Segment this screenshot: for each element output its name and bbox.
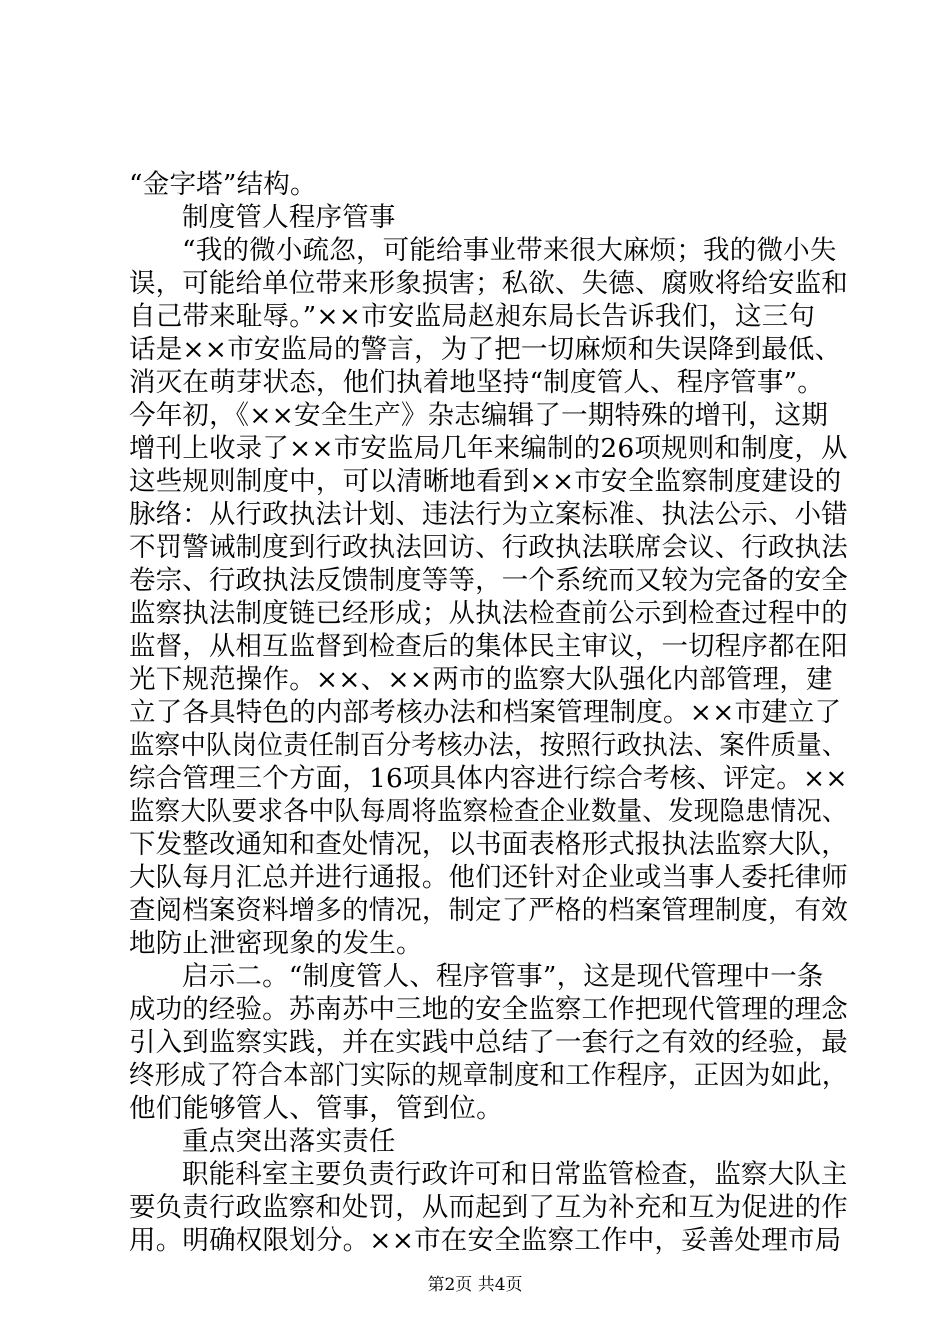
paragraph-line: 终形成了符合本部门实际的规章制度和工作程序，正因为如此， bbox=[129, 1060, 848, 1091]
paragraph-line: 监察中队岗位责任制百分考核办法，按照行政执法、案件质量、 bbox=[129, 730, 848, 761]
paragraph-line: 光下规范操作。××、××两市的监察大队强化内部管理，建 bbox=[129, 664, 833, 695]
paragraph-line: “我的微小疏忽，可能给事业带来很大麻烦；我的微小失 bbox=[182, 235, 837, 266]
paragraph-line: 立了各具特色的内部考核办法和档案管理制度。××市建立了 bbox=[129, 697, 842, 728]
section-heading: 重点突出落实责任 bbox=[182, 1126, 396, 1157]
paragraph-line: 增刊上收录了××市安监局几年来编制的26项规则和制度，从 bbox=[129, 433, 848, 464]
paragraph-line: 他们能够管人、管事，管到位。 bbox=[129, 1093, 503, 1124]
paragraph-line: 大队每月汇总并进行通报。他们还针对企业或当事人委托律师 bbox=[129, 862, 848, 893]
paragraph-line: 监督，从相互监督到检查后的集体民主审议，一切程序都在阳 bbox=[129, 631, 848, 662]
page-number-footer: 第2页 共4页 bbox=[427, 1275, 523, 1295]
paragraph-line: 自己带来耻辱。”××市安监局赵昶东局长告诉我们，这三句 bbox=[129, 301, 816, 332]
paragraph-line: 启示二。“制度管人、程序管事”，这是现代管理中一条 bbox=[182, 961, 824, 992]
paragraph-line: 监察大队要求各中队每周将监察检查企业数量、发现隐患情况、 bbox=[129, 796, 848, 827]
paragraph-line: 消灭在萌芽状态，他们执着地坚持“制度管人、程序管事”。 bbox=[129, 367, 824, 398]
paragraph-line: 下发整改通知和查处情况，以书面表格形式报执法监察大队， bbox=[129, 829, 848, 860]
paragraph-line: 地防止泄密现象的发生。 bbox=[129, 928, 423, 959]
paragraph-line: 监察执法制度链已经形成；从执法检查前公示到检查过程中的 bbox=[129, 598, 848, 629]
text-line: “金字塔”结构。 bbox=[129, 169, 317, 200]
paragraph-line: 成功的经验。苏南苏中三地的安全监察工作把现代管理的理念 bbox=[129, 994, 848, 1025]
paragraph-line: 脉络：从行政执法计划、违法行为立案标准、执法公示、小错 bbox=[129, 499, 848, 530]
paragraph-line: 要负责行政监察和处罚，从而起到了互为补充和互为促进的作 bbox=[129, 1192, 848, 1223]
paragraph-line: 话是××市安监局的警言，为了把一切麻烦和失误降到最低、 bbox=[129, 334, 842, 365]
paragraph-line: 用。明确权限划分。××市在安全监察工作中，妥善处理市局 bbox=[129, 1225, 842, 1256]
paragraph-line: 今年初，《××安全生产》杂志编辑了一期特殊的增刊，这期 bbox=[129, 400, 829, 431]
paragraph-line: 不罚警诫制度到行政执法回访、行政执法联席会议、行政执法 bbox=[129, 532, 848, 563]
paragraph-line: 查阅档案资料增多的情况，制定了严格的档案管理制度，有效 bbox=[129, 895, 848, 926]
paragraph-line: 职能科室主要负责行政许可和日常监管检查，监察大队主 bbox=[182, 1159, 848, 1190]
paragraph-line: 引入到监察实践，并在实践中总结了一套行之有效的经验，最 bbox=[129, 1027, 848, 1058]
paragraph-line: 综合管理三个方面，16项具体内容进行综合考核、评定。×× bbox=[129, 763, 848, 794]
paragraph-line: 卷宗、行政执法反馈制度等等，一个系统而又较为完备的安全 bbox=[129, 565, 848, 596]
paragraph-line: 这些规则制度中，可以清晰地看到××市安全监察制度建设的 bbox=[129, 466, 842, 497]
paragraph-line: 误，可能给单位带来形象损害；私欲、失德、腐败将给安监和 bbox=[129, 268, 848, 299]
section-heading: 制度管人程序管事 bbox=[182, 202, 396, 233]
